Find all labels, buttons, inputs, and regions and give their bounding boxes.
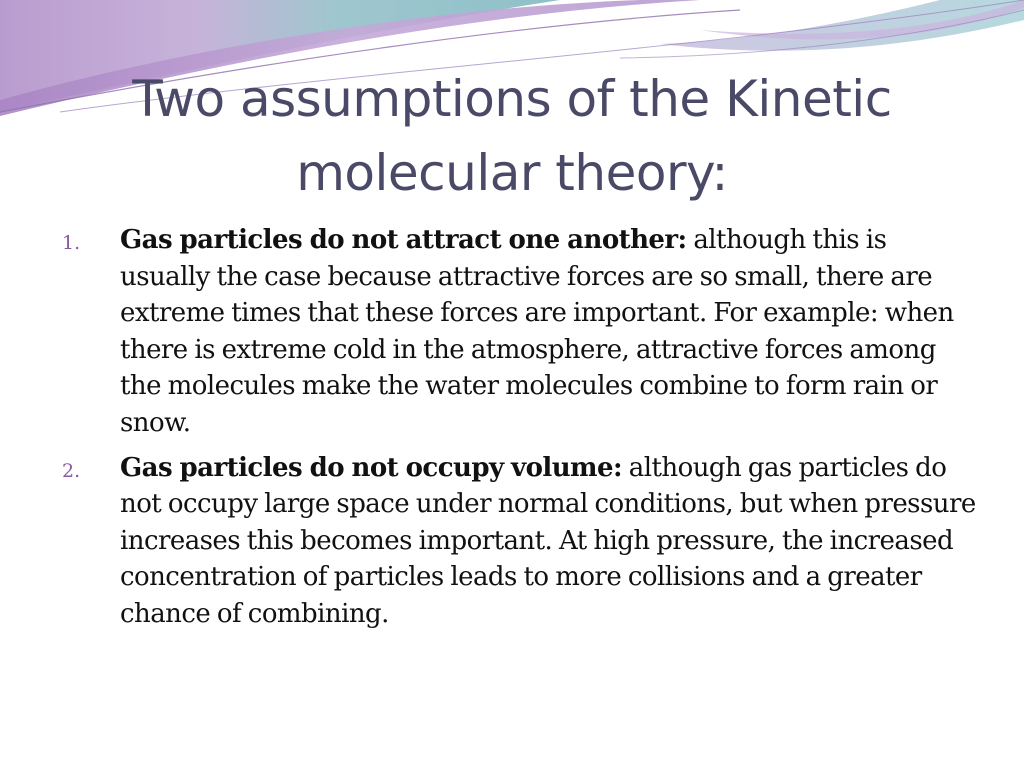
- item-body: although this is usually the case because attractive forces are so small, there are extreme times that these forces are important. For example: when there is extreme cold in the atmosphere, attractive forces among the molecules make the water molecules combine to form rain or snow.: [120, 225, 954, 438]
- list-item: [58, 450, 978, 633]
- assumptions-list: [58, 222, 978, 641]
- item-heading: Gas particles do not occupy volume:: [120, 452, 623, 483]
- list-item: [58, 222, 978, 442]
- list-number: 2.: [62, 459, 81, 482]
- list-number: 1.: [62, 232, 81, 254]
- item-heading: Gas particles do not attract one another:: [120, 225, 687, 255]
- item-body: although gas particles do not occupy large space under normal conditions, but when pressure increases this becomes important. At high pressure, the increased concentration of particles leads to more collisions and a greater chance of combining.: [120, 452, 976, 629]
- slide-title: Two assumptions of the Kinetic molecular theory:: [132, 70, 892, 202]
